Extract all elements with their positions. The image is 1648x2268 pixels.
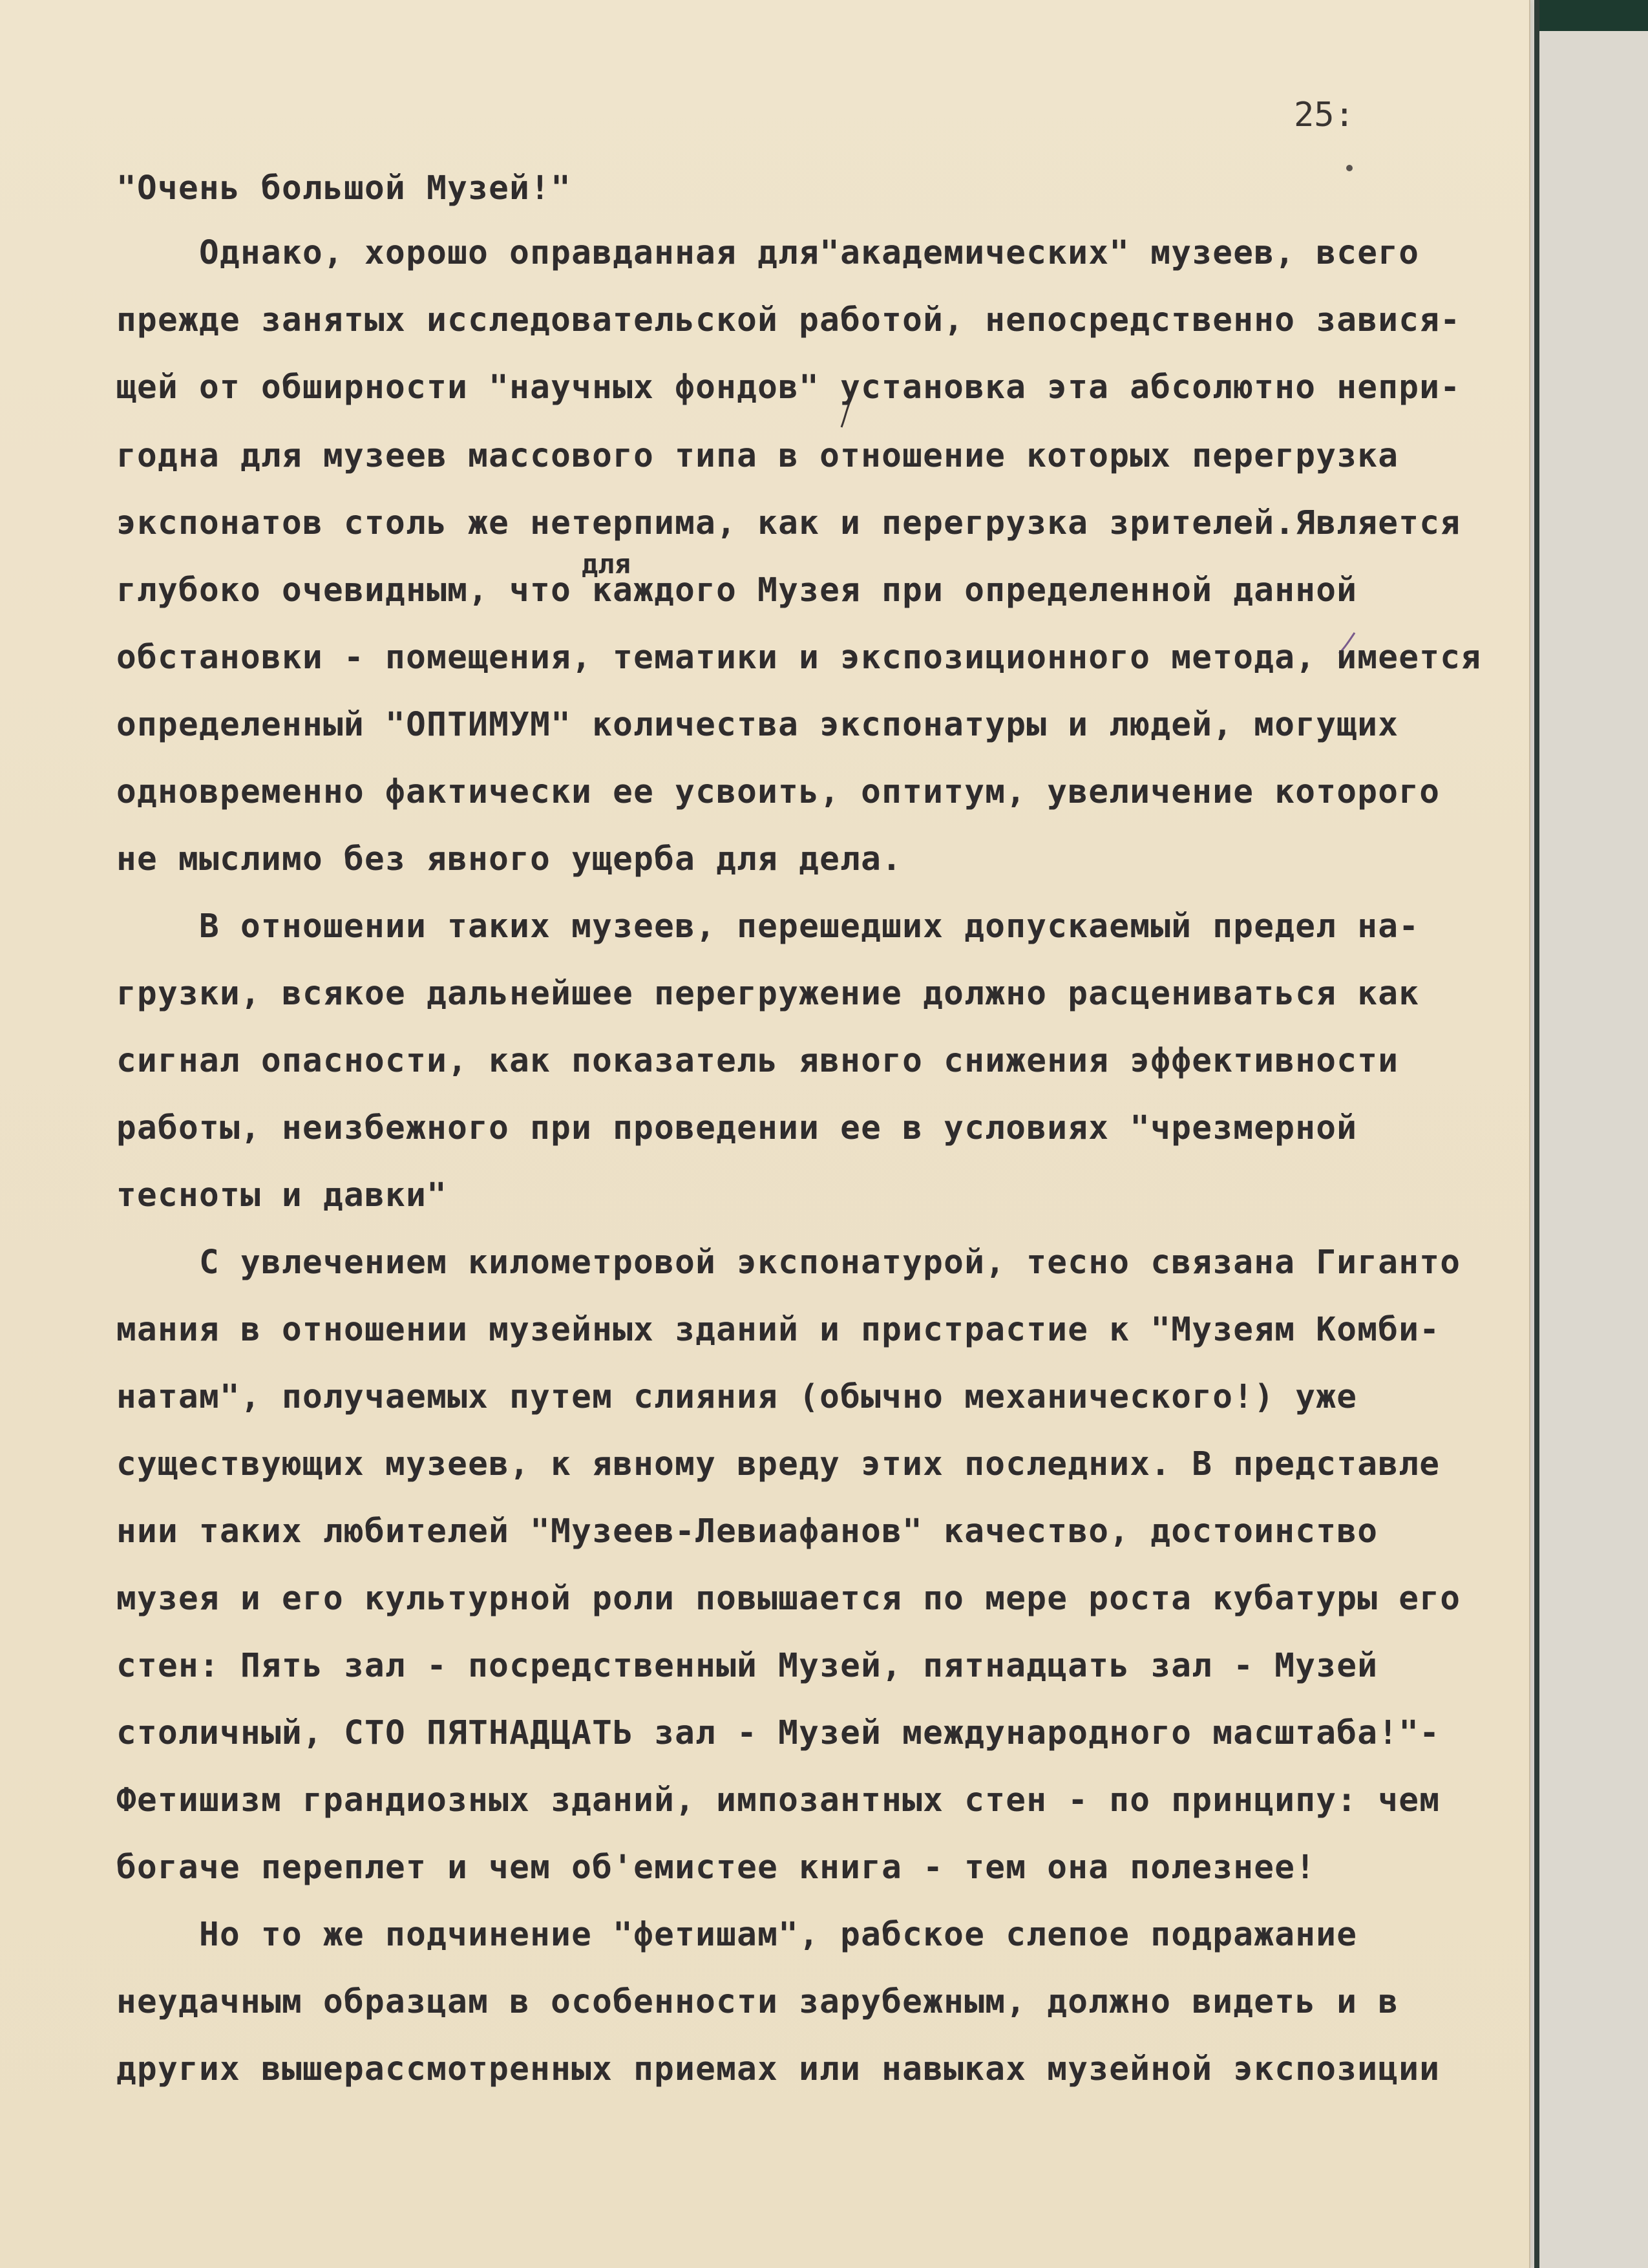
text-line: Но то же подчинение "фетишам", рабское слепое подражание	[116, 1916, 1358, 1954]
text-line: Фетишизм грандиозных зданий, импозантных стен - по принципу: чем	[116, 1781, 1441, 1819]
text-line: мания в отношении музейных зданий и пристрастие к "Музеям Комби-	[116, 1311, 1441, 1349]
text-line: натам", получаемых путем слияния (обычно механического!) уже	[116, 1378, 1358, 1416]
text-line: Однако, хорошо оправданная для"академических" музеев, всего	[116, 234, 1420, 272]
text-line: прежде занятых исследовательской работой, непосредственно завися-	[116, 301, 1461, 339]
interlinear-insert: для	[582, 548, 631, 580]
text-line: В отношении таких музеев, перешедших допускаемый предел на-	[116, 907, 1420, 946]
text-line: одновременно фактически ее усвоить, оптитум, увеличение которого	[116, 773, 1441, 811]
text-line: сигнал опасности, как показатель явного снижения эффективности	[116, 1042, 1399, 1080]
scan-corner-strip	[1539, 0, 1648, 31]
text-line: щей от обширности "научных фондов" установка эта абсолютно непри-	[116, 368, 1461, 407]
text-line: других вышерассмотренных приемах или навыках музейной экспозиции	[116, 2050, 1441, 2088]
text-line: столичный, СТО ПЯТНАДЦАТЬ зал - Музей международного масштаба!"-	[116, 1714, 1441, 1752]
text-line: богаче переплет и чем об'емистее книга - тем она полезнее!	[116, 1849, 1316, 1887]
text-line: определенный "ОПТИМУМ" количества экспонатуры и людей, могущих	[116, 706, 1399, 744]
text-line: нии таких любителей "Музеев-Левиафанов" качество, достоинство	[116, 1512, 1379, 1551]
text-line: годна для музеев массового типа в отношение которых перегрузка	[116, 437, 1399, 475]
text-line: тесноты и давки"	[116, 1176, 448, 1214]
ink-dot	[1346, 165, 1353, 171]
text-line: глубоко очевидным, что каждого Музея при определенной данной	[116, 571, 1358, 609]
text-line: музея и его культурной роли повышается по мере роста кубатуры его	[116, 1580, 1461, 1618]
text-line: работы, неизбежного при проведении ее в условиях "чрезмерной	[116, 1109, 1358, 1147]
text-line: не мыслимо без явного ущерба для дела.	[116, 840, 903, 878]
text-line: существующих музеев, к явному вреду этих последних. В представле	[116, 1445, 1441, 1483]
text-line: стен: Пять зал - посредственный Музей, пятнадцать зал - Музей	[116, 1647, 1379, 1685]
text-line: обстановки - помещения, тематики и экспозиционного метода, имеется	[116, 639, 1482, 677]
page-number: 25:	[1294, 96, 1355, 134]
text-line: неудачным образцам в особенности зарубежным, должно видеть и в	[116, 1983, 1399, 2021]
text-line: "Очень большой Музей!"	[116, 169, 572, 207]
text-line: грузки, всякое дальнейшее перегружение должно расцениваться как	[116, 975, 1420, 1013]
text-line: С увлечением километровой экспонатурой, тесно связана Гиганто	[116, 1244, 1461, 1282]
scan-edge-strip	[1534, 0, 1539, 2268]
text-line: экспонатов столь же нетерпима, как и перегрузка зрителей.Является	[116, 504, 1461, 542]
